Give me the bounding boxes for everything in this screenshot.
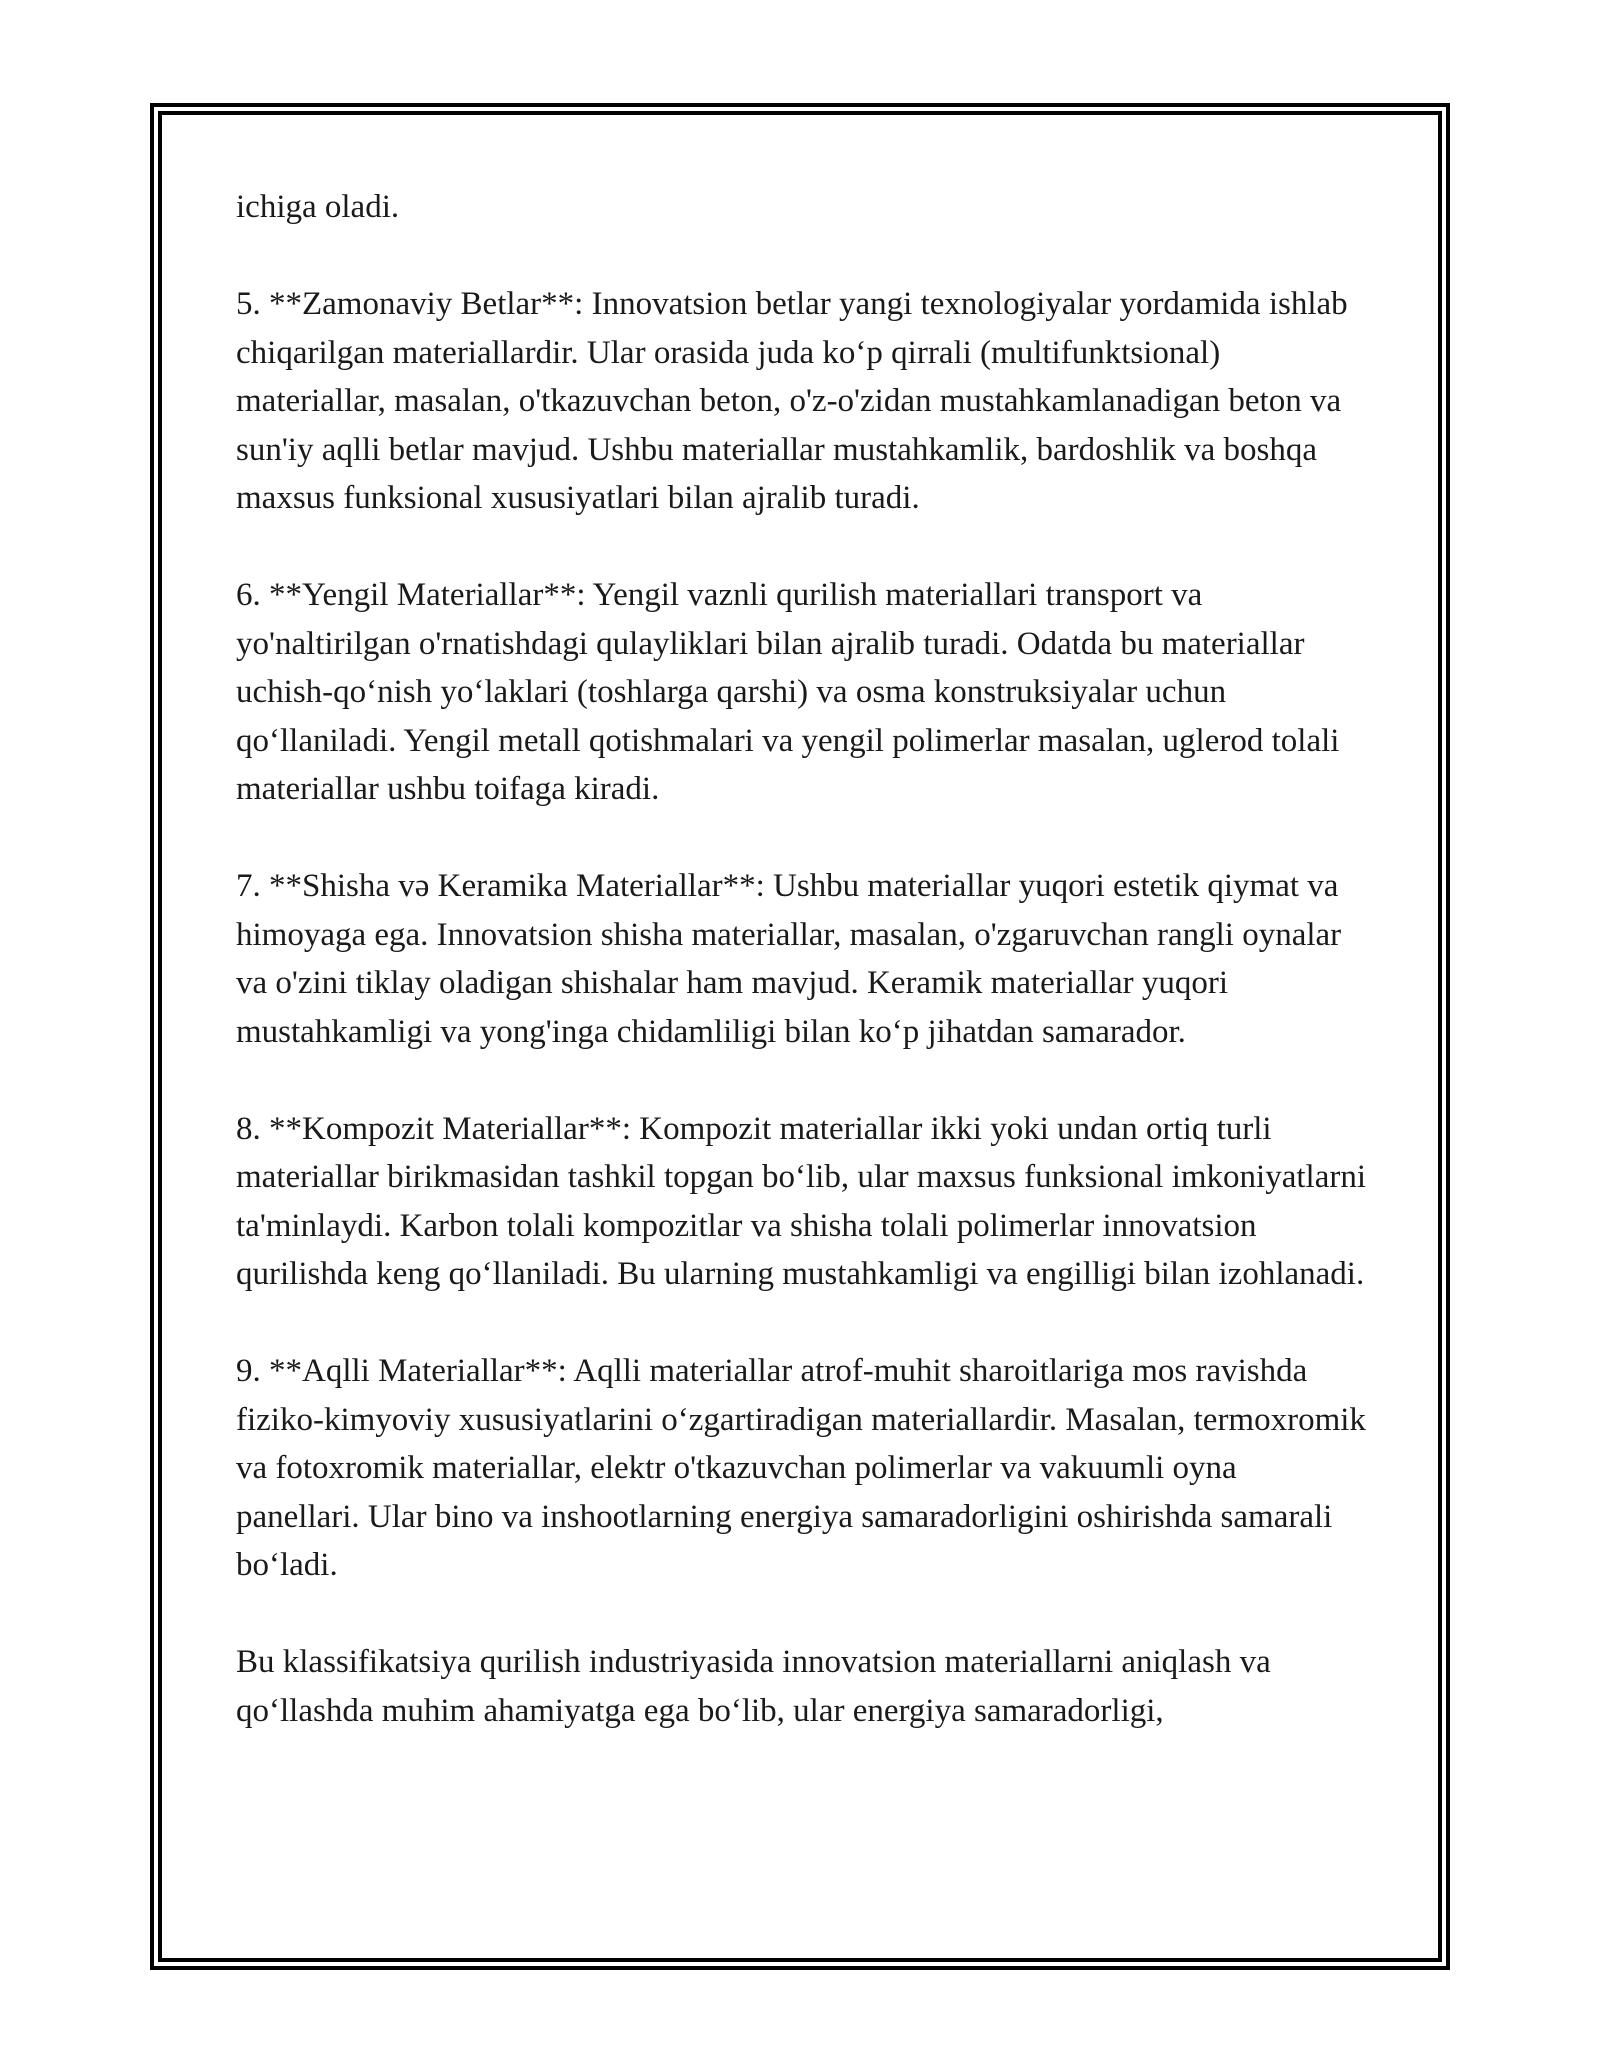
paragraph-item-9: 9. **Aqlli Materiallar**: Aqlli materiallar atrof-muhit sharoitlariga mos ravishda fiziko-kimyoviy xususiyatlarini o‘zgartiradigan materiallardir. Masalan, termoxromik va fotoxromik materiallar, elektr o'tkazuvchan polimerlar va vakuumli oyna panellari. Ular bino va inshootlarning energiya samaradorligini oshirishda samarali bo‘ladi.	[236, 1353, 1366, 1583]
paragraph-conclusion: Bu klassifikatsiya qurilish industriyasida innovatsion materiallarni aniqlash va qo‘llashda muhim ahamiyatga ega bo‘lib, ular energiya samaradorligi,	[236, 1644, 1271, 1729]
paragraph-continuation: ichiga oladi.	[236, 189, 400, 225]
document-body	[236, 183, 1366, 1735]
paragraph-item-6: 6. **Yengil Materiallar**: Yengil vaznli qurilish materiallari transport va yo'naltirilgan o'rnatishdagi qulayliklari bilan ajralib turadi. Odatda bu materiallar uchish-qo‘nish yo‘laklari (toshlarga qarshi) va osma konstruksiyalar uchun qo‘llaniladi. Yengil metall qotishmalari va yengil polimerlar masalan, uglerod tolali materiallar ushbu toifaga kiradi.	[236, 577, 1340, 807]
paragraph-item-7: 7. **Shisha və Keramika Materiallar**: Ushbu materiallar yuqori estetik qiymat va himoyaga ega. Innovatsion shisha materiallar, masalan, o'zgaruvchan rangli oynalar va o'zini tiklay oladigan shishalar ham mavjud. Keramik materiallar yuqori mustahkamligi va yong'inga chidamliligi bilan ko‘p jihatdan samarador.	[236, 868, 1342, 1050]
paragraph-item-8: 8. **Kompozit Materiallar**: Kompozit materiallar ikki yoki undan ortiq turli materiallar birikmasidan tashkil topgan bo‘lib, ular maxsus funksional imkoniyatlarni ta'minlaydi. Karbon tolali kompozitlar va shisha tolali polimerlar innovatsion qurilishda keng qo‘llaniladi. Bu ularning mustahkamligi va engilligi bilan izohlanadi.	[236, 1110, 1367, 1292]
paragraph-item-5: 5. **Zamonaviy Betlar**: Innovatsion betlar yangi texnologiyalar yordamida ishlab chiqarilgan materiallardir. Ular orasida juda ko‘p qirrali (multifunktsional) materiallar, masalan, o'tkazuvchan beton, o'z-o'zidan mustahkamlanadigan beton va sun'iy aqlli betlar mavjud. Ushbu materiallar mustahkamlik, bardoshlik va boshqa maxsus funksional xususiyatlari bilan ajralib turadi.	[236, 286, 1348, 516]
